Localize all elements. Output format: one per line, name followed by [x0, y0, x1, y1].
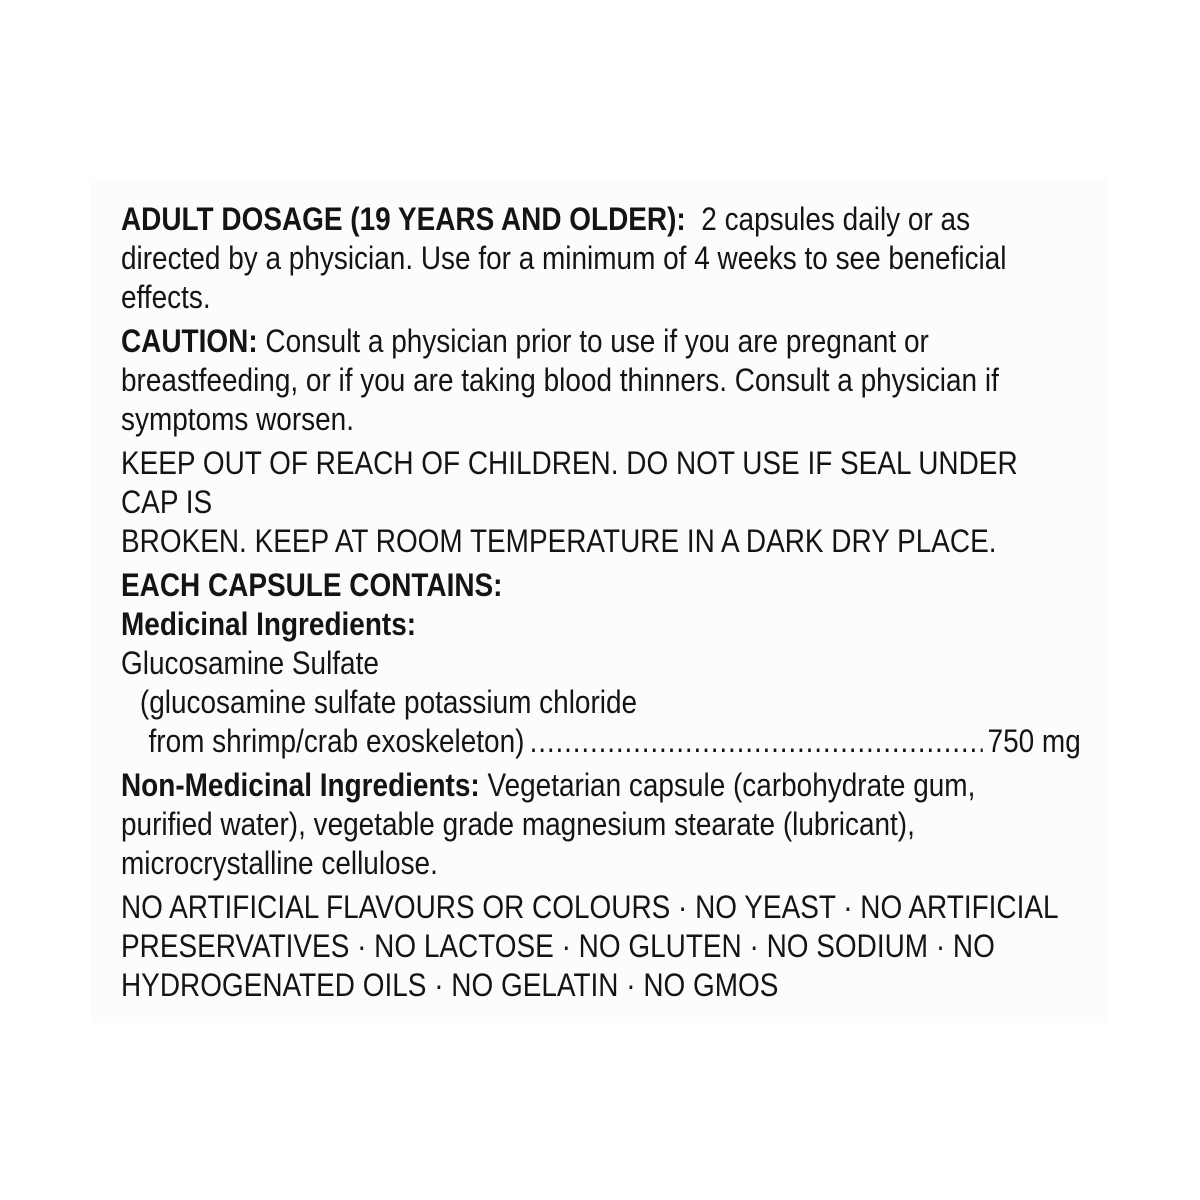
ingredient-name: Glucosamine Sulfate	[121, 645, 379, 681]
caution-heading: CAUTION:	[121, 323, 258, 359]
caution-text-line2: breastfeeding, or if you are taking blood thinners. Consult a physician if	[121, 362, 999, 398]
dosage-section	[121, 200, 1081, 317]
caution-text-line3: symptoms worsen.	[121, 401, 354, 437]
dosage-text-line1: 2 capsules daily or as	[701, 201, 971, 237]
ingredient-amount: 750 mg	[987, 723, 1081, 759]
caution-section	[121, 322, 1081, 439]
leader-dots	[530, 722, 983, 761]
non-medicinal-section	[121, 766, 1081, 883]
free-from-line2: PRESERVATIVES · NO LACTOSE · NO GLUTEN · NO SODIUM · NO	[121, 928, 995, 964]
warning-section	[121, 444, 1081, 561]
non-medicinal-text-line1: Vegetarian capsule (carbohydrate gum,	[487, 767, 976, 803]
contents-heading: EACH CAPSULE CONTAINS:	[121, 567, 503, 603]
medicinal-heading: Medicinal Ingredients:	[121, 606, 417, 642]
ingredient-dose-row	[121, 722, 1081, 761]
ingredient-detail-line2: from shrimp/crab exoskeleton)	[148, 723, 525, 759]
non-medicinal-text-line2: purified water), vegetable grade magnesium stearate (lubricant),	[121, 806, 915, 842]
dosage-heading: ADULT DOSAGE (19 YEARS AND OLDER):	[121, 201, 686, 237]
contents-section	[121, 566, 1081, 761]
warning-line2: BROKEN. KEEP AT ROOM TEMPERATURE IN A DARK DRY PLACE.	[121, 523, 997, 559]
warning-line1: KEEP OUT OF REACH OF CHILDREN. DO NOT USE IF SEAL UNDER CAP IS	[121, 445, 1018, 520]
free-from-line3: HYDROGENATED OILS · NO GELATIN · NO GMOS	[121, 967, 779, 1003]
free-from-line1: NO ARTIFICIAL FLAVOURS OR COLOURS · NO YEAST · NO ARTIFICIAL	[121, 889, 1059, 925]
caution-text-line1: Consult a physician prior to use if you are pregnant or	[265, 323, 929, 359]
non-medicinal-heading: Non-Medicinal Ingredients:	[121, 767, 480, 803]
label-text	[121, 200, 1081, 1005]
ingredient-detail-line1: (glucosamine sulfate potassium chloride	[139, 684, 638, 720]
free-from-section	[121, 888, 1081, 1005]
dosage-text-line2: directed by a physician. Use for a minimum of 4 weeks to see beneficial	[121, 240, 1007, 276]
non-medicinal-text-line3: microcrystalline cellulose.	[121, 845, 438, 881]
dosage-text-line3: effects.	[121, 279, 211, 315]
